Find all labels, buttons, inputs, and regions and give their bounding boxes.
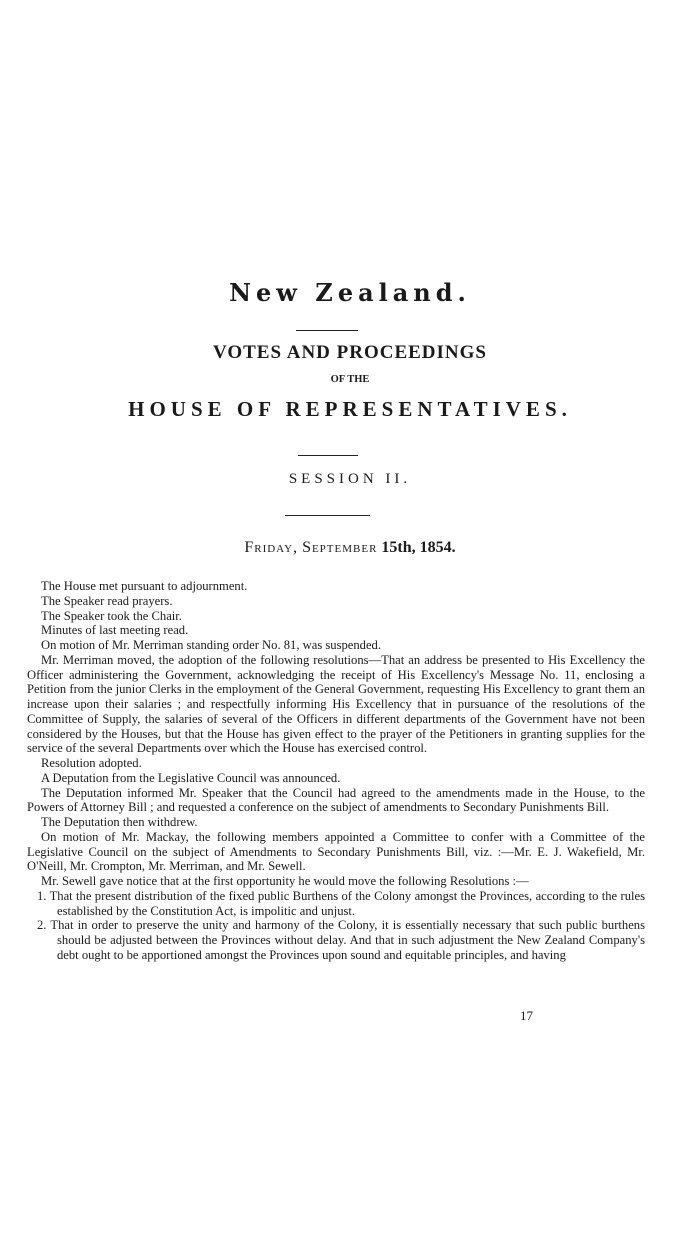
house-title: HOUSE OF REPRESENTATIVES.	[128, 397, 572, 421]
paragraph: The Speaker took the Chair.	[41, 608, 182, 623]
paragraph: A Deputation from the Legislative Council was announced.	[41, 770, 341, 785]
page-number: 17	[520, 1008, 533, 1023]
paragraph: Resolution adopted.	[41, 756, 142, 770]
paragraph: Mr. Sewell gave notice that at the first opportunity he would move the following Resolutions :—	[41, 874, 529, 888]
divider-rule	[298, 455, 358, 456]
masthead-title: New Zealand.	[229, 278, 471, 307]
resolution-list	[27, 889, 645, 963]
paragraph: On motion of Mr. Mackay, the following members appointed a Committee to confer with a Committee of the Legislative Council on the subject of Amendments to Secondary Punishments Bill, viz. :—Mr. E. J. Wakefield, Mr. O'Neill, Mr. Crompton, Mr. Merriman, and Mr. Sewell.	[27, 829, 645, 874]
paragraph: The Deputation informed Mr. Speaker that the Council had agreed to the amendments made in the House, to the Powers of Attorney Bill ; and requested a conference on the subject of amendments to Secondary Punishments Bill.	[27, 785, 645, 815]
session-heading: SESSION II.	[288, 471, 412, 487]
paragraph: The House met pursuant to adjournment.	[41, 579, 248, 593]
document-title: VOTES AND PROCEEDINGS	[212, 342, 487, 363]
divider-rule	[285, 515, 370, 516]
resolution-item: 1. That the present distribution of the fixed public Burthens of the Colony amongst the Provinces, according to the rules established by the Constitution Act, is impolitic and unjust.	[37, 888, 645, 918]
proceedings-body	[27, 579, 645, 963]
date-heading	[0, 539, 700, 557]
divider-rule	[296, 330, 358, 331]
date-day: Friday,	[244, 539, 299, 556]
resolution-item: 2. That in order to preserve the unity and harmony of the Colony, it is essentially necessary that such public burthens should be adjusted between the Provinces without delay. And that in such adjustment the New Zealand Company's debt ought to be apportioned amongst the Provinces upon sound and equitable principles, and having	[37, 918, 645, 962]
paragraph: Minutes of last meeting read.	[41, 623, 189, 638]
paragraph: The Deputation then withdrew.	[41, 815, 198, 829]
paragraph: Mr. Merriman moved, the adoption of the following resolutions—That an address be presented to His Excellency the Officer administering the Government, acknowledging the receipt of His Excellency's Message No. 11, enclosing a Petition from the junior Clerks in the employment of the General Government, requesting His Excellency to grant them an increase upon their salaries ; and respectfully informing His Excellency that in pursuance of the resolutions of the Committee of Supply, the salaries of several of the Officers in different departments of the Government have not been considered by the Houses, but that the House has given effect to the prayer of the Petitioners in granting supplies for the service of the several Departments over which the House has exercised control.	[27, 652, 645, 756]
document-subtitle: OF THE	[330, 374, 370, 385]
date-number: 15th, 1854.	[381, 539, 456, 556]
date-month: September	[302, 539, 378, 556]
paragraph: On motion of Mr. Merriman standing order No. 81, was suspended.	[41, 638, 381, 652]
paragraph: The Speaker read prayers.	[41, 593, 173, 608]
